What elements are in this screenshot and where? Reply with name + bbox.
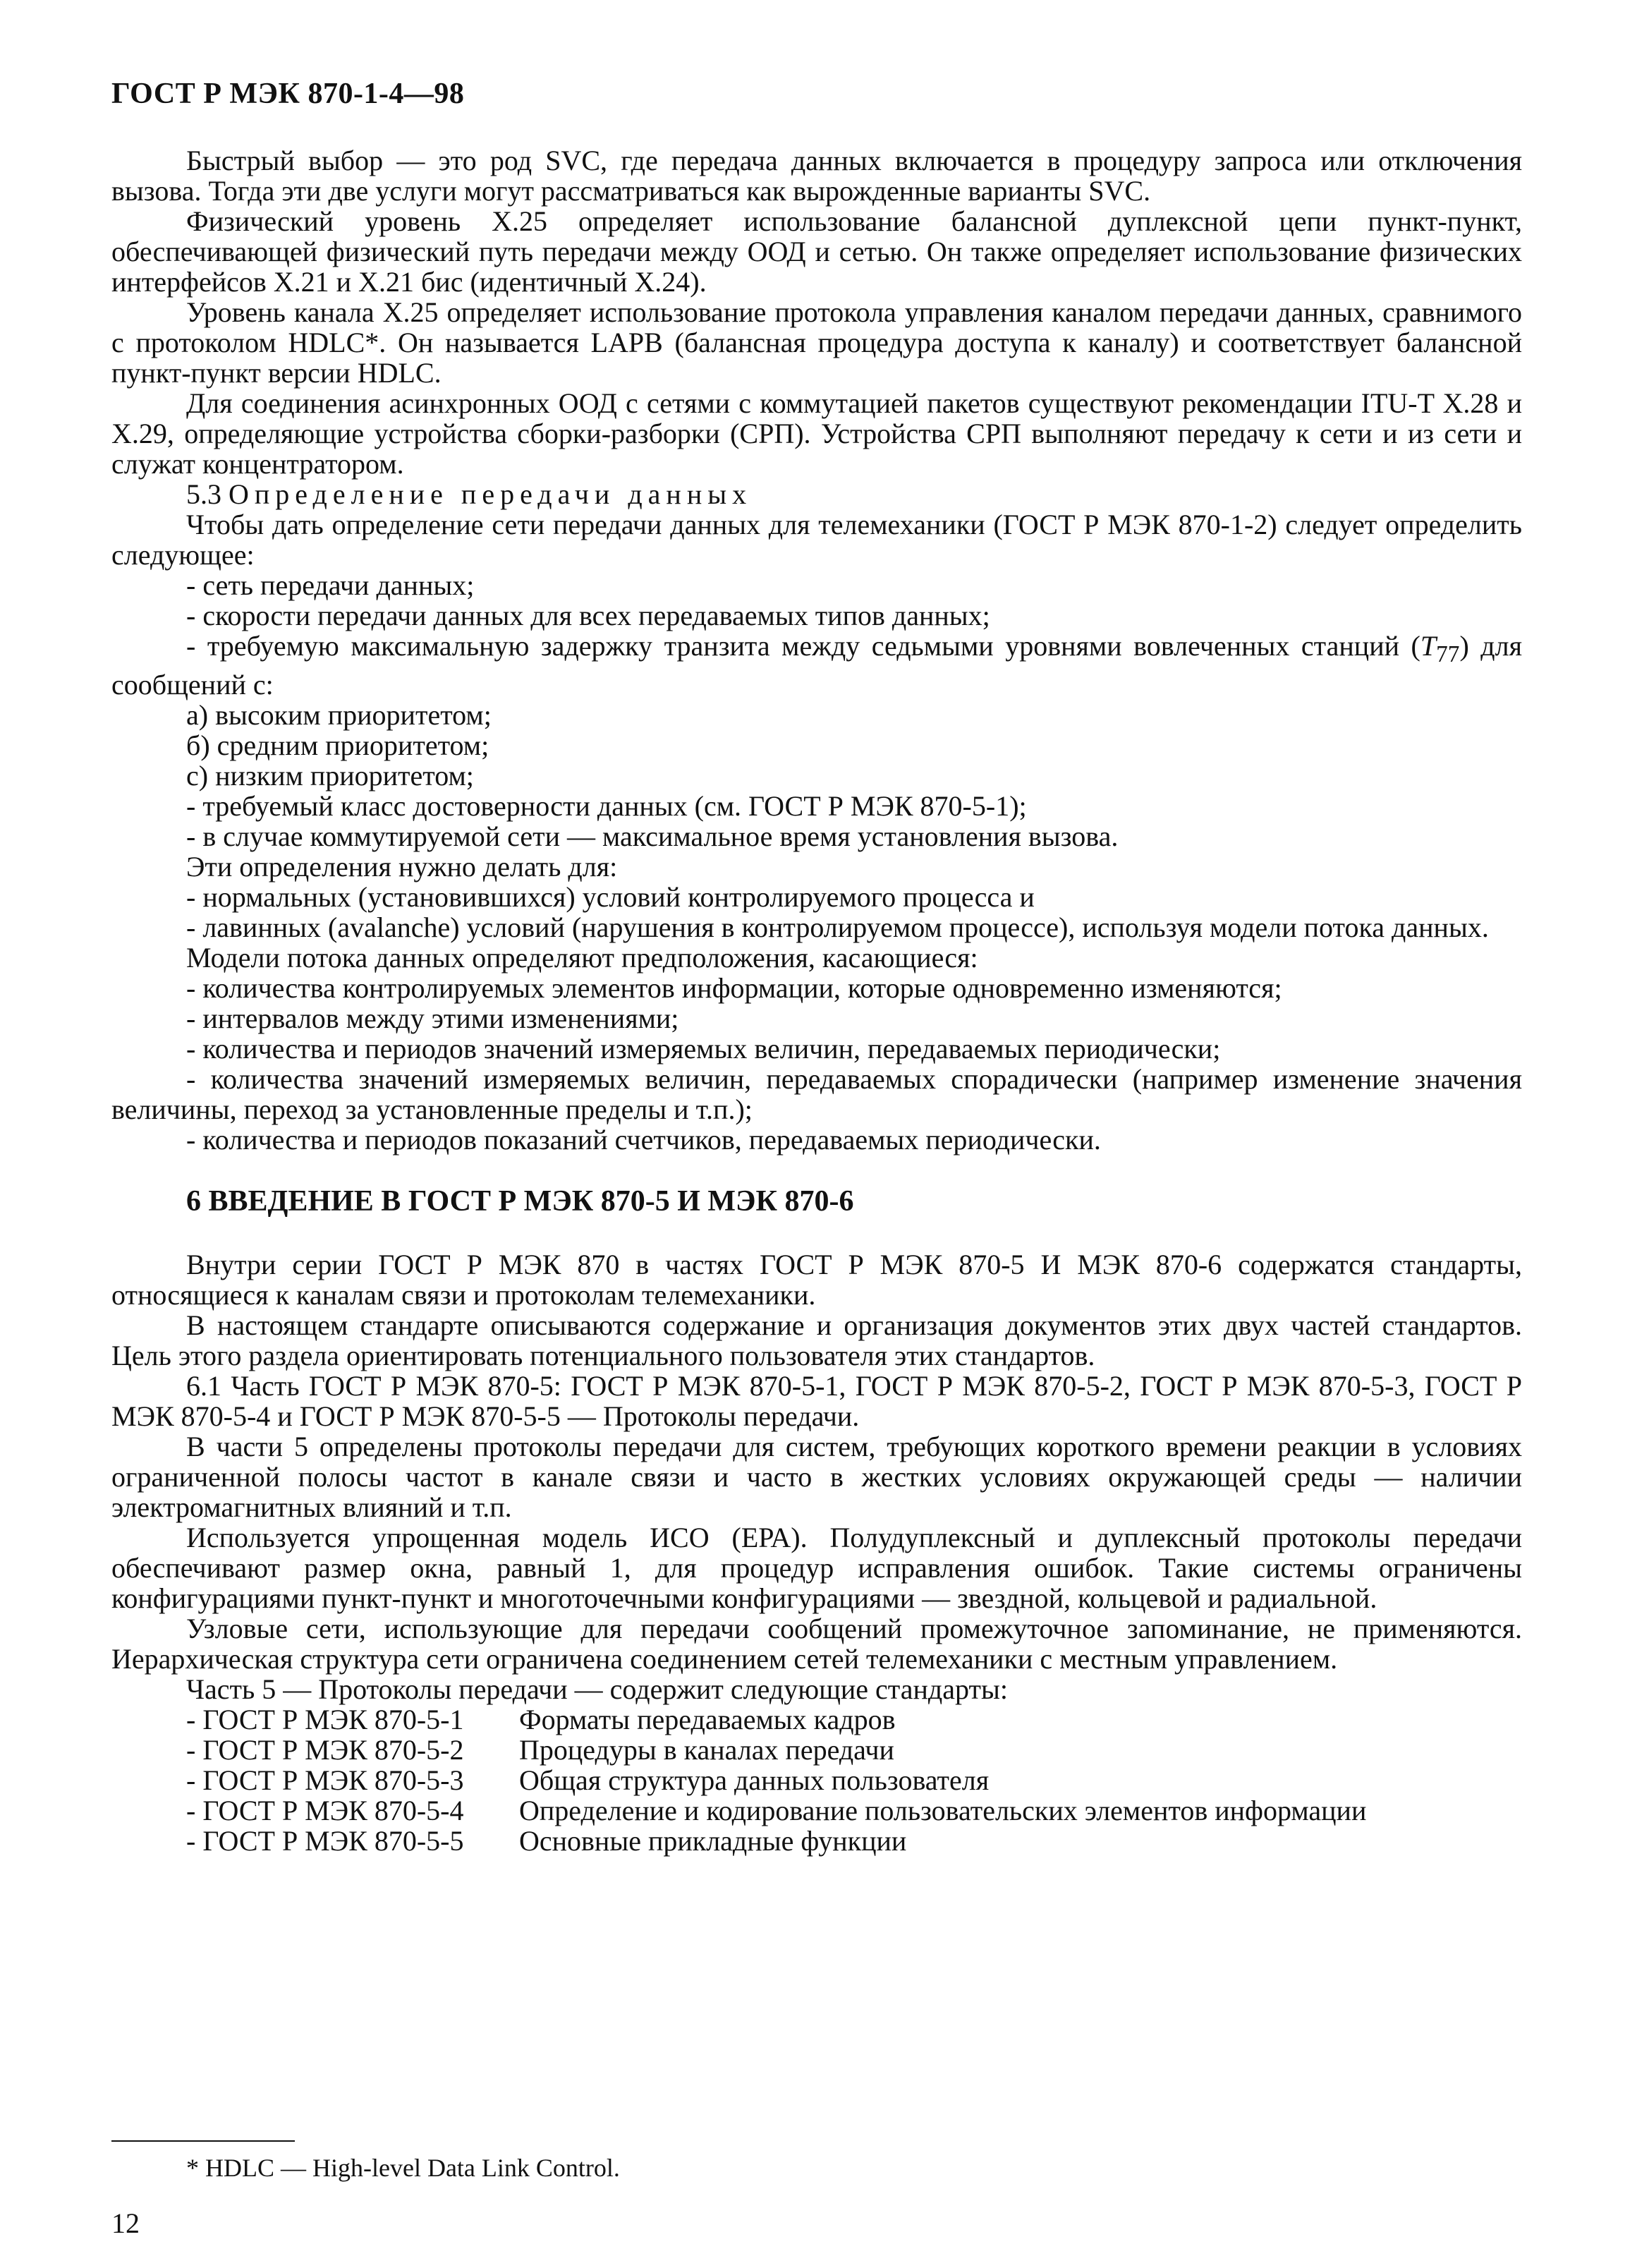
paragraph: 6.1 Часть ГОСТ Р МЭК 870-5: ГОСТ Р МЭК 870-5-1, ГОСТ Р МЭК 870-5-2, ГОСТ Р МЭК 870-5-3, ГОСТ Р МЭК 870-5-4 и ГОСТ Р МЭК 870-5-5 — Протоколы передачи.: [111, 1370, 1522, 1432]
paragraph: Физический уровень X.25 определяет использование балансной дуплексной цепи пункт-пункт, обеспечивающей физический путь передачи между ООД и сетью. Он также определяет использование физических интерфейсов X.21 и X.21 бис (идентичный X.24).: [111, 205, 1522, 298]
list-item: - лавинных (avalanche) условий (нарушения в контролируемом процессе), используя модели потока данных.: [186, 911, 1489, 943]
standard-title: Основные прикладные функции: [519, 1825, 907, 1857]
standard-code: - ГОСТ Р МЭК 870-5-4: [186, 1795, 464, 1826]
t77-subscript: 77: [1436, 641, 1460, 667]
list-item: - требуемый класс достоверности данных (см. ГОСТ Р МЭК 870-5-1);: [186, 790, 1027, 822]
paragraph: Эти определения нужно делать для:: [186, 851, 618, 883]
list-item: - количества контролируемых элементов информации, которые одновременно изменяются;: [186, 972, 1282, 1004]
standard-item: [111, 1735, 1522, 1765]
page-header: ГОСТ Р МЭК 870-1-4—98: [111, 78, 465, 110]
paragraph: Часть 5 — Протоколы передачи — содержит следующие стандарты:: [186, 1673, 1008, 1705]
paragraph: В части 5 определены протоколы передачи для систем, требующих короткого времени реакции в условиях ограниченной полосы частот в канале связи и часто в жестких условиях окружающей среды — наличии электромагнитных влияний и т.п.: [111, 1431, 1522, 1523]
list-item: - количества значений измеряемых величин, передаваемых спорадически (например изменение значения величины, переход за установленные пределы и т.п.);: [111, 1063, 1522, 1125]
standard-title: Определение и кодирование пользовательских элементов информации: [519, 1795, 1367, 1826]
standard-item: [111, 1826, 1522, 1856]
standard-title: Процедуры в каналах передачи: [519, 1734, 894, 1766]
list-item: - количества и периодов показаний счетчиков, передаваемых периодически.: [186, 1124, 1101, 1156]
page-number: 12: [111, 2207, 140, 2239]
section-heading-6: 6 ВВЕДЕНИЕ В ГОСТ Р МЭК 870-5 И МЭК 870-6: [186, 1185, 854, 1218]
list-item: - сеть передачи данных;: [186, 569, 475, 601]
standard-item: [111, 1765, 1522, 1795]
list-item: - количества и периодов значений измеряемых величин, передаваемых периодически;: [186, 1033, 1221, 1065]
standard-code: - ГОСТ Р МЭК 870-5-1: [186, 1704, 464, 1735]
list-item: - нормальных (установившихся) условий контролируемого процесса и: [186, 881, 1035, 913]
footnote: * HDLC — High-level Data Link Control.: [186, 2154, 620, 2182]
t77-symbol: T: [1420, 630, 1437, 662]
list-item: а) высоким приоритетом;: [186, 699, 492, 731]
paragraph: Используется упрощенная модель ИСО (ЕРА). Полудуплексный и дуплексный протоколы передачи обеспечивают размер окна, равный 1, для процедур исправления ошибок. Такие системы ограничены конфигурациями пункт-пункт и многоточечными конфигурациями — звездной, кольцевой и радиальной.: [111, 1522, 1522, 1614]
subsection-heading-5-3: [111, 479, 1522, 509]
list-item: - в случае коммутируемой сети — максимальное время установления вызова.: [186, 820, 1119, 852]
paragraph: Внутри серии ГОСТ Р МЭК 870 в частях ГОСТ Р МЭК 870-5 И МЭК 870-6 содержатся стандарты, относящиеся к каналам связи и протоколам телемеханики.: [111, 1249, 1522, 1311]
standard-item: [111, 1795, 1522, 1826]
standard-code: - ГОСТ Р МЭК 870-5-5: [186, 1825, 464, 1857]
standard-item: [111, 1704, 1522, 1735]
paragraph: Узловые сети, использующие для передачи сообщений промежуточное запоминание, не применяются. Иерархическая структура сети ограничена соединением сетей телемеханики с местным управлением.: [111, 1613, 1522, 1675]
list-item: - интервалов между этими изменениями;: [186, 1002, 679, 1034]
standard-title: Общая структура данных пользователя: [519, 1764, 990, 1796]
standard-title: Форматы передаваемых кадров: [519, 1704, 896, 1735]
page-body: [111, 145, 1522, 1856]
paragraph: Для соединения асинхронных ООД с сетями с коммутацией пакетов существуют рекомендации ITU-T X.28 и X.29, определяющие устройства сборки-разборки (СРП). Устройства СРП выполняют передачу к сети и из сети и служат концентратором.: [111, 387, 1522, 480]
paragraph: Быстрый выбор — это род SVC, где передача данных включается в процедуру запроса или отключения вызова. Тогда эти две услуги могут рассматриваться как вырожденные варианты SVC.: [111, 145, 1522, 207]
list-item-transit-delay: - требуемую максимальную задержку транзита между седьмыми уровнями вовлеченных станций $(T_{77})$ для сообщений с:: [111, 630, 1523, 701]
standard-code: - ГОСТ Р МЭК 870-5-2: [186, 1734, 464, 1766]
footnote-separator: [111, 2140, 295, 2142]
paragraph: Уровень канала X.25 определяет использование протокола управления каналом передачи данных, сравнимого с протоколом HDLC*. Он называется LAPB (балансная процедура доступа к каналу) и соответствует балансной пункт-пункт версии HDLC.: [111, 296, 1522, 389]
paragraph: Чтобы дать определение сети передачи данных для телемеханики (ГОСТ Р МЭК 870-1-2) следует определить следующее:: [111, 509, 1522, 571]
paragraph: В настоящем стандарте описываются содержание и организация документов этих двух частей стандартов. Цель этого раздела ориентировать потенциального пользователя этих стандартов.: [111, 1309, 1522, 1371]
subsection-title: Определение передачи данных: [229, 478, 753, 510]
list-item: с) низким приоритетом;: [186, 760, 474, 792]
paragraph: Модели потока данных определяют предположения, касающиеся:: [186, 942, 978, 974]
subsection-number: 5.3: [186, 478, 221, 510]
list-item: - скорости передачи данных для всех передаваемых типов данных;: [186, 600, 990, 631]
standard-code: - ГОСТ Р МЭК 870-5-3: [186, 1764, 464, 1796]
list-item: б) средним приоритетом;: [186, 729, 489, 761]
